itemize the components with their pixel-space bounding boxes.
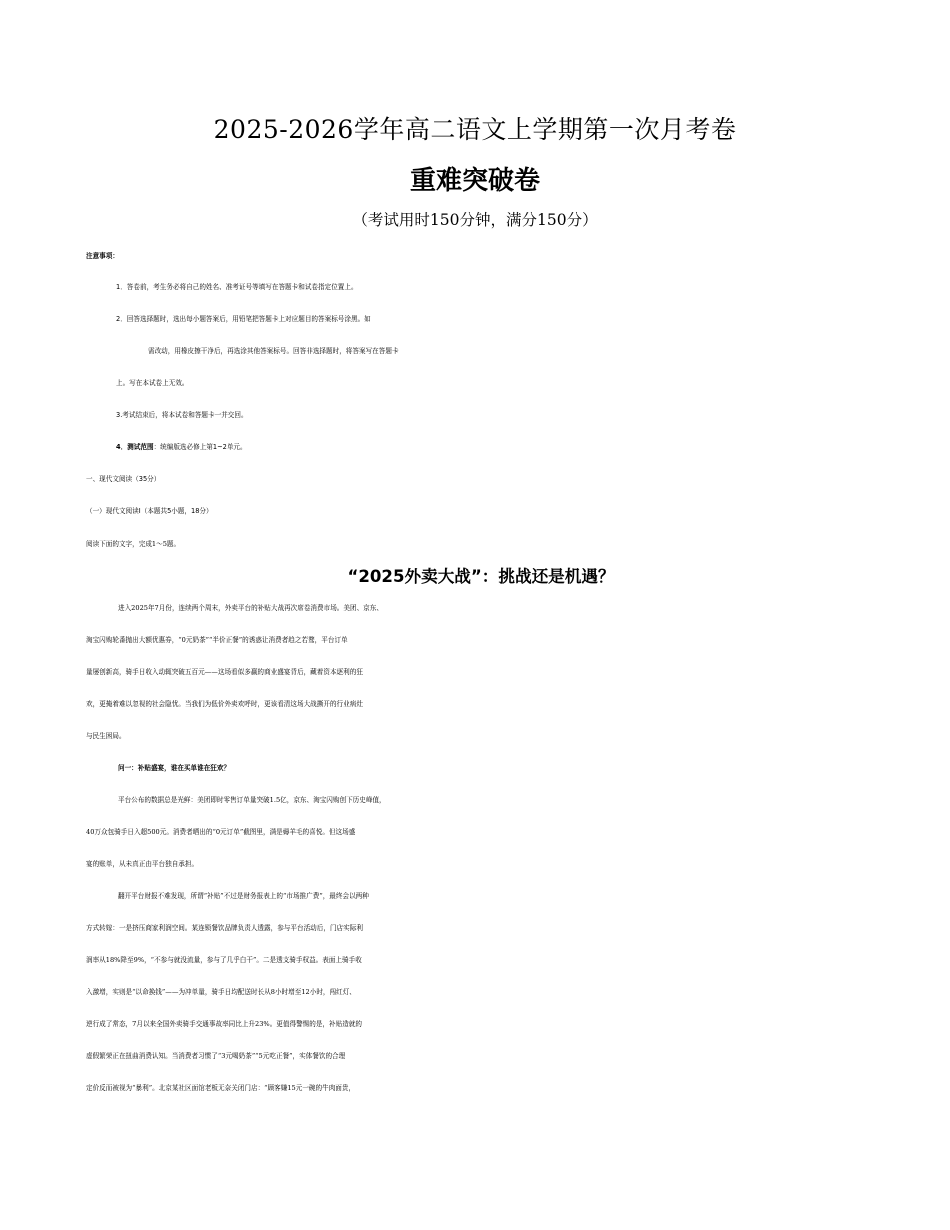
paragraph-line: 40万众包骑手日入超500元。消费者晒出的“0元订单”截图里，满是薅羊毛的喜悦。但这场盛 [86,828,356,836]
note-item-4-text: ：统编版选必修上第1~2单元。 [153,443,247,451]
section-sub-heading: （一）现代文阅读Ⅰ（本题共5小题，18分） [86,507,213,515]
paragraph-line: 润率从18%降至9%，“不参与就没流量，参与了几乎白干”。二是透支骑手权益。表面上骑手收 [86,956,362,964]
exam-subtitle: 重难突破卷 [409,166,540,196]
paragraph-line: 与民生困局。 [86,732,126,740]
paragraph-line: 进入2025年7月份，连续两个周末，外卖平台的补贴大战再次席卷消费市场。美团、京东、 [118,604,383,612]
article-title: “2025外卖大战”：挑战还是机遇？ [347,567,615,586]
section-heading: 一、现代文阅读（35分） [86,475,161,483]
paragraph-line: 量屡创新高，骑手日收入动辄突破五百元——这场看似多赢的商业盛宴背后，藏着资本逐利的狂 [86,668,363,676]
paragraph-line: 方式转嫁：一是挤压商家利润空间。某连锁餐饮品牌负责人透露，参与平台活动后，门店实际利 [86,924,363,932]
paragraph-line: 淘宝闪购轮番抛出大额优惠券，“0元奶茶”“半价正餐”的诱惑让消费者趋之若鹜，平台订单 [86,636,348,644]
paragraph-line: 逆行成了常态，7月以来全国外卖骑手交通事故率同比上升23%。更值得警惕的是，补贴造就的 [86,1020,363,1028]
note-item-4 [116,436,906,458]
exam-title: 2025-2026学年高二语文上学期第一次月考卷 [213,115,737,144]
section-instruction: 阅读下面的文字，完成1～5题。 [86,540,181,548]
paragraph-line: 虚假繁荣正在扭曲消费认知。当消费者习惯了“3元喝奶茶”“5元吃正餐”，实体餐饮的合理 [86,1052,346,1060]
question-heading-1: 问一：补贴盛宴，谁在买单谁在狂欢？ [118,764,231,772]
note-item-2-line-2: 需改动，用橡皮擦干净后，再选涂其他答案标号。回答非选择题时，将答案写在答题卡 [148,347,399,355]
note-item-2-line-3: 上。写在本试卷上无效。 [116,379,189,387]
note-item-4-label: 4．测试范围 [116,443,154,451]
note-item-1: 1．答卷前，考生务必将自己的姓名、准考证号等填写在答题卡和试卷指定位置上。 [116,283,358,291]
exam-info: （考试用时150分钟，满分150分） [352,211,598,229]
paragraph-line: 平台公布的数据总是光鲜：美团即时零售订单量突破1.5亿，京东、淘宝闪购创下历史峰值， [118,796,386,804]
paragraph-line: 宴的账单，从未真正由平台独自承担。 [86,860,199,868]
paragraph-line: 入激增，实则是“以命换钱”——为冲单量，骑手日均配送时长从8小时增至12小时，闯红灯、 [86,988,356,996]
notes-heading: 注意事项： [86,252,119,260]
note-item-2-line-1: 2．回答选择题时，选出每小题答案后，用铅笔把答题卡上对应题目的答案标号涂黑。如 [116,315,371,323]
paragraph-line: 翻开平台财报不难发现，所谓“补贴”不过是财务报表上的“市场推广费”，最终会以两种 [118,892,369,900]
paragraph-line: 定价反而被视为“暴利”。北京某社区面馆老板无奈关闭门店：“顾客嫌15元一碗的牛肉面贵， [86,1084,356,1092]
note-item-3: 3.考试结束后，将本试卷和答题卡一并交回。 [116,411,248,419]
paragraph-line: 欢，更掩着难以忽视的社会隐忧。当我们为低价外卖欢呼时，更该看清这场大战撕开的行业病灶 [86,700,363,708]
